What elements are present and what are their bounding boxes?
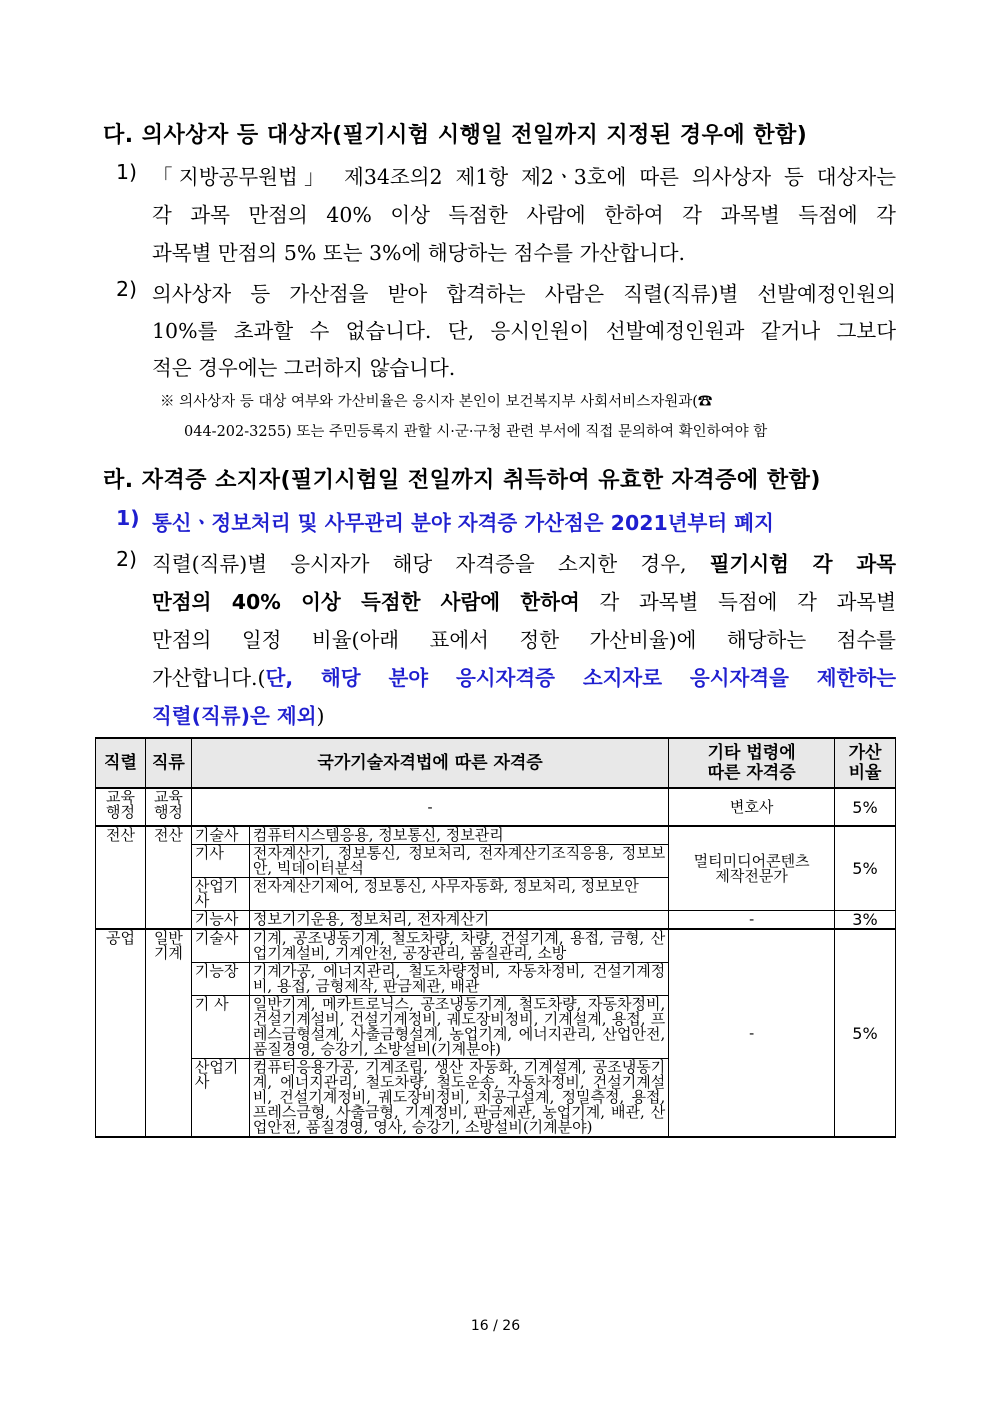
item-line: 10%를 초과할 수 없습니다. 단, 응시인원이 선발예정인원과 같거나 그보다 [152,319,896,343]
blue-run: 직렬(직류)은 제외 [152,704,317,728]
license-cell: 정보기기운용, 정보처리, 전자계산기 [249,911,668,930]
header-ratio-line2: 비율 [848,763,882,783]
table-row [96,826,896,845]
header-series: 직렬 [96,738,146,788]
item-number: 1) [116,160,138,184]
series-cell: 교육 행정 [96,788,146,826]
section-da-item-1 [116,160,896,270]
other-cell: - [669,929,835,1137]
section-ra-item-2 [116,547,896,727]
header-national: 국가기술자격법에 따른 자격증 [191,738,668,788]
item-number: 2) [116,547,138,571]
table-row [96,788,896,826]
license-cell: 기계, 공조냉동기계, 철도차량, 차량, 건설기계, 용접, 금형, 산업기계설비, 기계안전, 공장관리, 품질관리, 소방 [249,929,668,963]
ratio-cell: 5% [835,826,896,911]
other-cell: - [669,911,835,930]
grade-cell: 기술사 [191,826,249,845]
item-line [152,661,896,691]
text-run: 직렬(직류)별 응시자가 해당 자격증을 소지한 경우, [152,552,710,576]
license-cell: 전자계산기, 정보통신, 정보처리, 전자계산기조직응용, 정보보안, 빅데이터분석 [249,845,668,878]
grade-cell: 기능사 [191,911,249,930]
header-other [669,738,835,788]
grade-cell: 기술사 [191,929,249,963]
note-line-2: 044-202-3255) 또는 주민등록지 관할 시·군·구청 관련 부서에 직접 문의하여 확인하여야 함 [184,424,768,440]
grade-cell: 산업기사 [191,1059,249,1138]
series-cell: 전산 [96,826,146,929]
class-cell: 일반 기계 [145,929,191,1137]
other-cell: 멀티미디어콘텐츠 제작전문가 [669,826,835,911]
blue-run: 단, 해당 분야 응시자격증 소지자로 응시자격을 제한하는 [265,666,896,690]
other-cell: 변호사 [669,788,835,826]
text-run: ) [316,704,325,728]
ratio-cell: 3% [835,911,896,930]
item-number: 1) [116,506,140,530]
text-run: 각 과목별 득점에 각 과목별 [579,590,897,614]
item-line: 「지방공무원법」 제34조의2 제1항 제2ㆍ3호에 따른 의사상자 등 대상자는 [152,165,896,189]
table-row [96,911,896,930]
header-class: 직류 [145,738,191,788]
grade-cell: 기사 [191,845,249,878]
item-number: 2) [116,277,138,301]
bold-run: 만점의 40% 이상 득점한 사람에 한하여 [152,590,580,614]
header-other-line1: 기타 법령에 [707,743,796,763]
series-cell: 공업 [96,929,146,1137]
item-line: 만점의 일정 비율(아래 표에서 정한 가산비율)에 해당하는 점수를 [152,628,896,652]
item-line [152,585,896,615]
license-cell: 컴퓨터시스템응용, 정보통신, 정보관리 [249,826,668,845]
license-cell: 일반기계, 메카트로닉스, 공조냉동기계, 철도차량, 자동차정비, 건설기계설비, 건설기계정비, 궤도장비정비, 기계설계, 용접, 프레스금형설계, 사출금형설계, 농업기계, 에너지관리, 산업안전, 품질경영, 승강기, 소방설비(기계분야) [249,996,668,1059]
ratio-cell: 5% [835,929,896,1137]
section-da-heading: 다. 의사상자 등 대상자(필기시험 시행일 전일까지 지정된 경우에 한함) [103,123,808,148]
header-ratio-line1: 가산 [848,743,882,763]
table-header-row [96,738,896,788]
item-line [152,699,325,729]
national-cell: - [191,788,668,826]
table-row [96,929,896,963]
item-line: 의사상자 등 가산점을 받아 합격하는 사람은 직렬(직류)별 선발예정인원의 [152,282,896,306]
license-cell: 컴퓨터응용가공, 기계조립, 생산 자동화, 기계설계, 공조냉동기계, 에너지관리, 철도차량, 철도운송, 자동차정비, 건설기계설비, 건설기계정비, 궤도장비정비, 치공구설계, 정밀측정, 용접, 프레스금형, 사출금형, 기계정비, 판금제관, 농업기계, 배관, 산업안전, 품질경영, 영사, 승강기, 소방설비(기계분야) [249,1059,668,1138]
license-cell: 기계가공, 에너지관리, 철도차량정비, 자동차정비, 건설기계정비, 용접, 금형제작, 판금제관, 배관 [249,963,668,996]
note-line-1: ※ 의사상자 등 대상 여부와 가산비율은 응시자 본인이 보건복지부 사회서비스자원과(☎ [160,394,713,410]
section-ra-heading: 라. 자격증 소지자(필기시험일 전일까지 취득하여 유효한 자격증에 한함) [103,468,821,493]
item-line: 과목별 만점의 5% 또는 3%에 해당하는 점수를 가산합니다. [152,241,686,265]
header-ratio [835,738,896,788]
header-other-line2: 따른 자격증 [707,763,796,783]
license-cell: 전자계산기제어, 정보통신, 사무자동화, 정보처리, 정보보안 [249,878,668,911]
abolished-notice: 통신ㆍ정보처리 및 사무관리 분야 자격증 가산점은 2021년부터 폐지 [152,511,774,535]
class-cell: 전산 [145,826,191,929]
grade-cell: 기능장 [191,963,249,996]
item-line: 적은 경우에는 그러하지 않습니다. [152,356,456,380]
bold-run: 필기시험 각 과목 [709,552,897,576]
section-ra-item-1 [116,506,896,536]
item-line [152,547,896,577]
item-line: 각 과목 만점의 40% 이상 득점한 사람에 한하여 각 과목별 득점에 각 [152,203,896,227]
certificate-table [95,737,896,1138]
text-run: 가산합니다.( [152,666,266,690]
page-number: 16 / 26 [470,1318,521,1334]
section-da-item-2 [116,277,896,387]
grade-cell: 산업기사 [191,878,249,911]
grade-cell: 기 사 [191,996,249,1059]
class-cell: 교육 행정 [145,788,191,826]
ratio-cell: 5% [835,788,896,826]
